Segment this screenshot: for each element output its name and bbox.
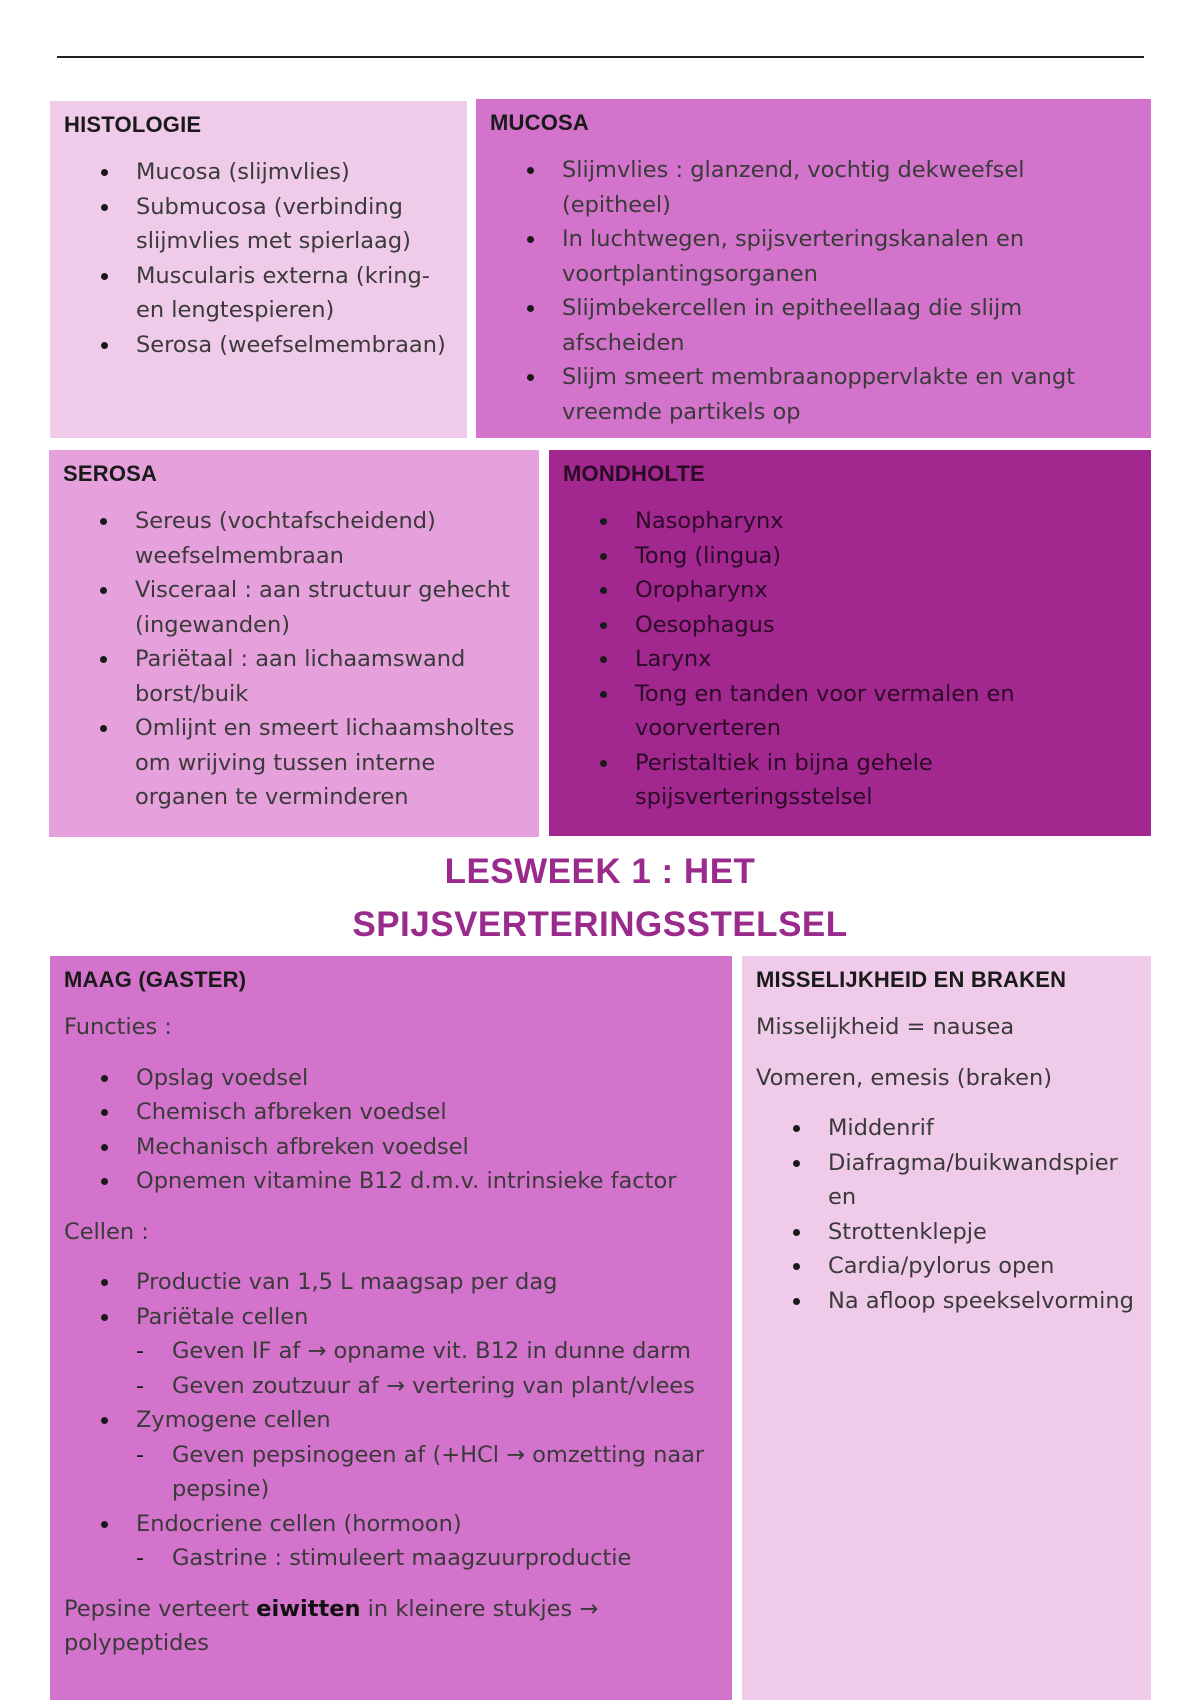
list-item: Tong (lingua) bbox=[635, 539, 1137, 574]
list-item: Tong en tanden voor vermalen en voorverteren bbox=[635, 677, 1137, 746]
mucosa-list bbox=[490, 153, 1137, 429]
top-rule bbox=[57, 56, 1144, 58]
sub-list-item: - Geven zoutzuur af → vertering van plant/vlees bbox=[172, 1369, 718, 1404]
list-item: Serosa (weefselmembraan) bbox=[136, 328, 453, 363]
histologie-box bbox=[50, 101, 467, 438]
sub-list bbox=[136, 1334, 718, 1403]
pepsine-text-bold: eiwitten bbox=[256, 1595, 361, 1622]
maag-box bbox=[50, 956, 732, 1700]
list-item: Slijmvlies : glanzend, vochtig dekweefsel (epitheel) bbox=[562, 153, 1137, 222]
list-item-text: Endocriene cellen (hormoon) bbox=[136, 1510, 462, 1537]
page-title-line-2: SPIJSVERTERINGSSTELSEL bbox=[352, 905, 848, 944]
maag-title: MAAG (GASTER) bbox=[64, 967, 247, 992]
list-item: Sereus (vochtafscheidend) weefselmembraan bbox=[135, 504, 525, 573]
pepsine-text-a: Pepsine verteert bbox=[64, 1595, 257, 1622]
serosa-box bbox=[49, 450, 539, 837]
list-item: Opnemen vitamine B12 d.m.v. intrinsieke factor bbox=[136, 1164, 718, 1199]
list-item: Na afloop speekselvorming bbox=[828, 1284, 1137, 1319]
list-item: Omlijnt en smeert lichaamsholtes om wrijving tussen interne organen te verminderen bbox=[135, 711, 525, 815]
list-item: In luchtwegen, spijsverteringskanalen en voortplantingsorganen bbox=[562, 222, 1137, 291]
list-item: Oesophagus bbox=[635, 608, 1137, 643]
pepsine-text bbox=[64, 1592, 718, 1661]
serosa-title: SEROSA bbox=[63, 461, 158, 486]
list-item: Strottenklepje bbox=[828, 1215, 1137, 1250]
sub-list bbox=[136, 1541, 718, 1576]
functies-label: Functies : bbox=[64, 1014, 172, 1040]
misselijkheid-line-1: Misselijkheid = nausea bbox=[756, 1014, 1015, 1040]
list-item: Muscularis externa (kring- en lengtespieren) bbox=[136, 259, 453, 328]
mondholte-list bbox=[563, 504, 1137, 815]
list-item: Larynx bbox=[635, 642, 1137, 677]
sub-list-item: - Geven IF af → opname vit. B12 in dunne darm bbox=[172, 1334, 718, 1369]
serosa-list bbox=[63, 504, 525, 815]
sub-list-item: - Gastrine : stimuleert maagzuurproductie bbox=[172, 1541, 718, 1576]
list-item: Visceraal : aan structuur gehecht (ingewanden) bbox=[135, 573, 525, 642]
sub-list-item: - Geven pepsinogeen af (+HCl → omzetting naar pepsine) bbox=[172, 1438, 718, 1507]
functies-list bbox=[64, 1061, 718, 1199]
list-item: Slijm smeert membraanoppervlakte en vangt vreemde partikels op bbox=[562, 360, 1137, 429]
list-item: Nasopharynx bbox=[635, 504, 1137, 539]
misselijkheid-title: MISSELIJKHEID EN BRAKEN bbox=[756, 967, 1067, 992]
list-item bbox=[136, 1265, 718, 1300]
sub-list bbox=[136, 1438, 718, 1507]
list-item-text: Pariëtale cellen bbox=[136, 1303, 309, 1330]
misselijkheid-line-2: Vomeren, emesis (braken) bbox=[756, 1064, 1052, 1091]
list-item: Diafragma/buikwandspier en bbox=[828, 1146, 1137, 1215]
mondholte-box bbox=[549, 450, 1151, 836]
list-item: Slijmbekercellen in epitheellaag die slijm afscheiden bbox=[562, 291, 1137, 360]
list-item: Peristaltiek in bijna gehele spijsverteringsstelsel bbox=[635, 746, 1137, 815]
mucosa-box bbox=[476, 99, 1151, 438]
pepsine-text-c: in kleinere stukjes → polypeptides bbox=[64, 1595, 599, 1656]
histologie-title: HISTOLOGIE bbox=[64, 112, 202, 137]
list-item: Mechanisch afbreken voedsel bbox=[136, 1130, 718, 1165]
list-item bbox=[136, 1300, 718, 1404]
list-item: Mucosa (slijmvlies) bbox=[136, 155, 453, 190]
list-item-text: Zymogene cellen bbox=[136, 1407, 331, 1433]
list-item bbox=[136, 1507, 718, 1576]
misselijkheid-list bbox=[756, 1111, 1137, 1318]
list-item: Chemisch afbreken voedsel bbox=[136, 1095, 718, 1130]
cellen-list bbox=[64, 1265, 718, 1576]
mondholte-title: MONDHOLTE bbox=[563, 461, 705, 486]
list-item: Pariëtaal : aan lichaamswand borst/buik bbox=[135, 642, 525, 711]
misselijkheid-box bbox=[742, 956, 1151, 1700]
list-item: Oropharynx bbox=[635, 573, 1137, 608]
list-item: Middenrif bbox=[828, 1111, 1137, 1146]
list-item: Submucosa (verbinding slijmvlies met spierlaag) bbox=[136, 190, 453, 259]
histologie-list bbox=[64, 155, 453, 362]
list-item bbox=[136, 1403, 718, 1507]
page-title bbox=[200, 845, 1000, 951]
cellen-label: Cellen : bbox=[64, 1218, 149, 1245]
list-item: Cardia/pylorus open bbox=[828, 1249, 1137, 1284]
page-title-line-1: LESWEEK 1 : HET bbox=[444, 852, 756, 891]
mucosa-title: MUCOSA bbox=[490, 110, 589, 135]
list-item: Opslag voedsel bbox=[136, 1061, 718, 1096]
list-item-text: Productie van 1,5 L maagsap per dag bbox=[136, 1269, 558, 1295]
